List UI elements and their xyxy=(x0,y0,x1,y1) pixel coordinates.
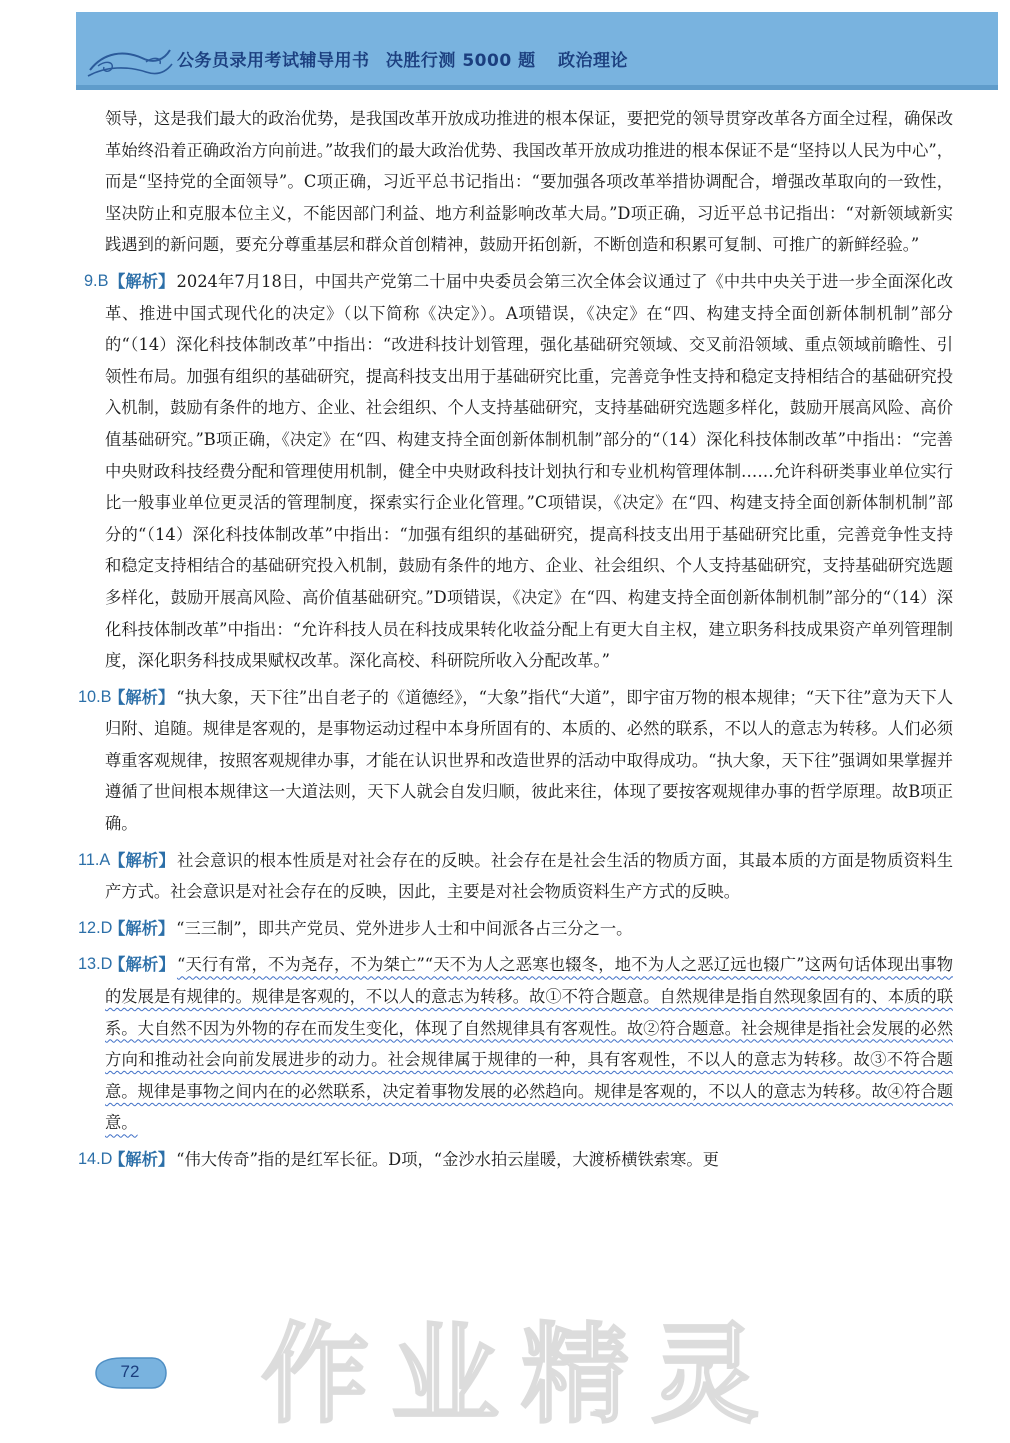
header-subject: 政治理论 xyxy=(558,51,628,71)
watermark-char: 灵 xyxy=(650,1312,759,1438)
continuation-paragraph: 领导，这是我们最大的政治优势，是我国改革开放成功推进的根本保证，要把党的领导贯穿改革各方面全过程，确保改革始终沿着正确政治方向前进。”故我们的最大政治优势、我国改革开放成功推进的根本保证不是“坚持以人民为中心”，而是“坚持党的全面领导”。C项正确，习近平总书记指出：“要加强各项改革举措协调配合，增强改革取向的一致性，坚决防止和克服本位主义，不能因部门利益、地方利益影响改革大局。”D项正确，习近平总书记指出：“对新领域新实践遇到的新问题，要充分尊重基层和群众首创精神，鼓励开拓创新，不断创造和积累可复制、可推广的新鲜经验。” xyxy=(105,109,953,255)
header-book: 公务员录用考试辅导用书 xyxy=(177,51,370,71)
answer-item-9 xyxy=(78,266,953,677)
analysis-tag: 【解析】 xyxy=(109,271,175,291)
watermark-char: 业 xyxy=(390,1312,499,1438)
answer-item-11 xyxy=(78,845,953,908)
answer-text: 社会意识的根本性质是对社会存在的反映。社会存在是社会生活的物质方面，其最本质的方面是物质资料生产方式。社会意识是对社会存在的反映，因此，主要是对社会物质资料生产方式的反映。 xyxy=(105,850,953,902)
analysis-tag: 【解析】 xyxy=(109,850,176,870)
answer-item-12 xyxy=(78,913,953,945)
answer-number: 14.D xyxy=(78,1150,113,1168)
answer-text: “执大象，天下往”出自老子的《道德经》，“大象”指代“大道”，即宇宙万物的根本规律；“天下往”意为天下人归附、追随。规律是客观的，是事物运动过程中本身所固有的、本质的、必然的联系，不以人的意志为转移。人们必须尊重客观规律，按照客观规律办事，才能在认识世界和改造世界的活动中取得成功。“执大象，天下往”强调如果掌握并遵循了世间根本规律这一大道法则，天下人就会自发归顺，彼此来往，体现了要按客观规律办事的哲学原理。故B项正确。 xyxy=(105,687,953,834)
answer-content xyxy=(78,103,953,1176)
answer-number: 11.A xyxy=(78,850,111,869)
answer-text: “三三制”，即共产党员、党外进步人士和中间派各占三分之一。 xyxy=(176,918,633,938)
answer-item-10 xyxy=(78,682,953,840)
answer-text: 2024年7月18日，中国共产党第二十届中央委员会第三次全体会议通过了《中共中央关于进一步全面深化改革、推进中国式现代化的决定》（以下简称《决定》）。A项错误，《决定》在“四、构建支持全面创新体制机制”部分的“（14）深化科技体制改革”中指出：“改进科技计划管理，强化基础研究领域、交叉前沿领域、重点领域前瞻性、引领性布局。加强有组织的基础研究，提高科技支出用于基础研究比重，完善竞争性支持和稳定支持相结合的基础研究投入机制，鼓励有条件的地方、企业、社会组织、个人支持基础研究，支持基础研究选题多样化，鼓励开展高风险、高价值基础研究。”B项正确，《决定》在“四、构建支持全面创新体制机制”部分的“（14）深化科技体制改革”中指出：“完善中央财政科技经费分配和管理使用机制，健全中央财政科技计划执行和专业机构管理体制……允许科研类事业单位实行比一般事业单位更灵活的管理制度，探索实行企业化管理。”C项错误，《决定》在“四、构建支持全面创新体制机制”部分的“（14）深化科技体制改革”中指出：“加强有组织的基础研究，提高科技支出用于基础研究比重，完善竞争性支持和稳定支持相结合的基础研究投入机制，鼓励有条件的地方、企业、社会组织、个人支持基础研究，支持基础研究选题多样化，鼓励开展高风险、高价值基础研究。”D项错误，《决定》在“四、构建支持全面创新体制机制”部分的“（14）深化科技体制改革”中指出：“允许科技人员在科技成果转化收益分配上有更大自主权，建立职务科技成果资产单列管理制度，深化职务科技成果赋权改革。深化高校、科研院所收入分配改革。” xyxy=(105,271,953,671)
answer-item-13 xyxy=(78,949,953,1139)
answer-text-underlined: “天行有常，不为尧存，不为桀亡”“天不为人之恶寒也辍冬，地不为人之恶辽远也辍广”这两句话体现出事物的发展是有规律的。规律是客观的，不以人的意志为转移。故①不符合题意。自然规律是指自然现象固有的、本质的联系。大自然不因为外物的存在而发生变化，体现了自然规律具有客观性。故②符合题意。社会规律是指社会发展的必然方向和推动社会向前发展进步的动力。社会规律属于规律的一种，具有客观性，不以人的意志为转移。故③不符合题意。规律是事物之间内在的必然联系，决定着事物发展的必然趋向。规律是客观的，不以人的意志为转移。故④符合题意。 xyxy=(105,955,953,1133)
answer-number: 12.D xyxy=(78,918,113,937)
header-title xyxy=(177,46,638,76)
analysis-tag: 【解析】 xyxy=(109,918,175,938)
watermark xyxy=(250,1300,770,1438)
page-number-badge xyxy=(92,1356,168,1390)
header-band-edge xyxy=(76,85,998,90)
answer-item-14 xyxy=(78,1144,953,1176)
analysis-tag: 【解析】 xyxy=(109,1150,175,1169)
analysis-tag: 【解析】 xyxy=(109,687,175,707)
answer-text: “伟大传奇”指的是红军长征。D项，“金沙水拍云崖暖，大渡桥横铁索寒。更 xyxy=(176,1150,719,1169)
ribbon-swirl-icon xyxy=(84,36,174,84)
analysis-tag: 【解析】 xyxy=(109,955,175,975)
watermark-char: 精 xyxy=(520,1312,629,1438)
answer-number: 13.D xyxy=(78,955,113,974)
watermark-char: 作 xyxy=(260,1312,369,1438)
page-number: 72 xyxy=(120,1362,140,1381)
header-series: 决胜行测 5000 题 xyxy=(385,51,536,71)
answer-number: 10.B xyxy=(78,687,112,706)
answer-number: 9.B xyxy=(84,271,109,290)
